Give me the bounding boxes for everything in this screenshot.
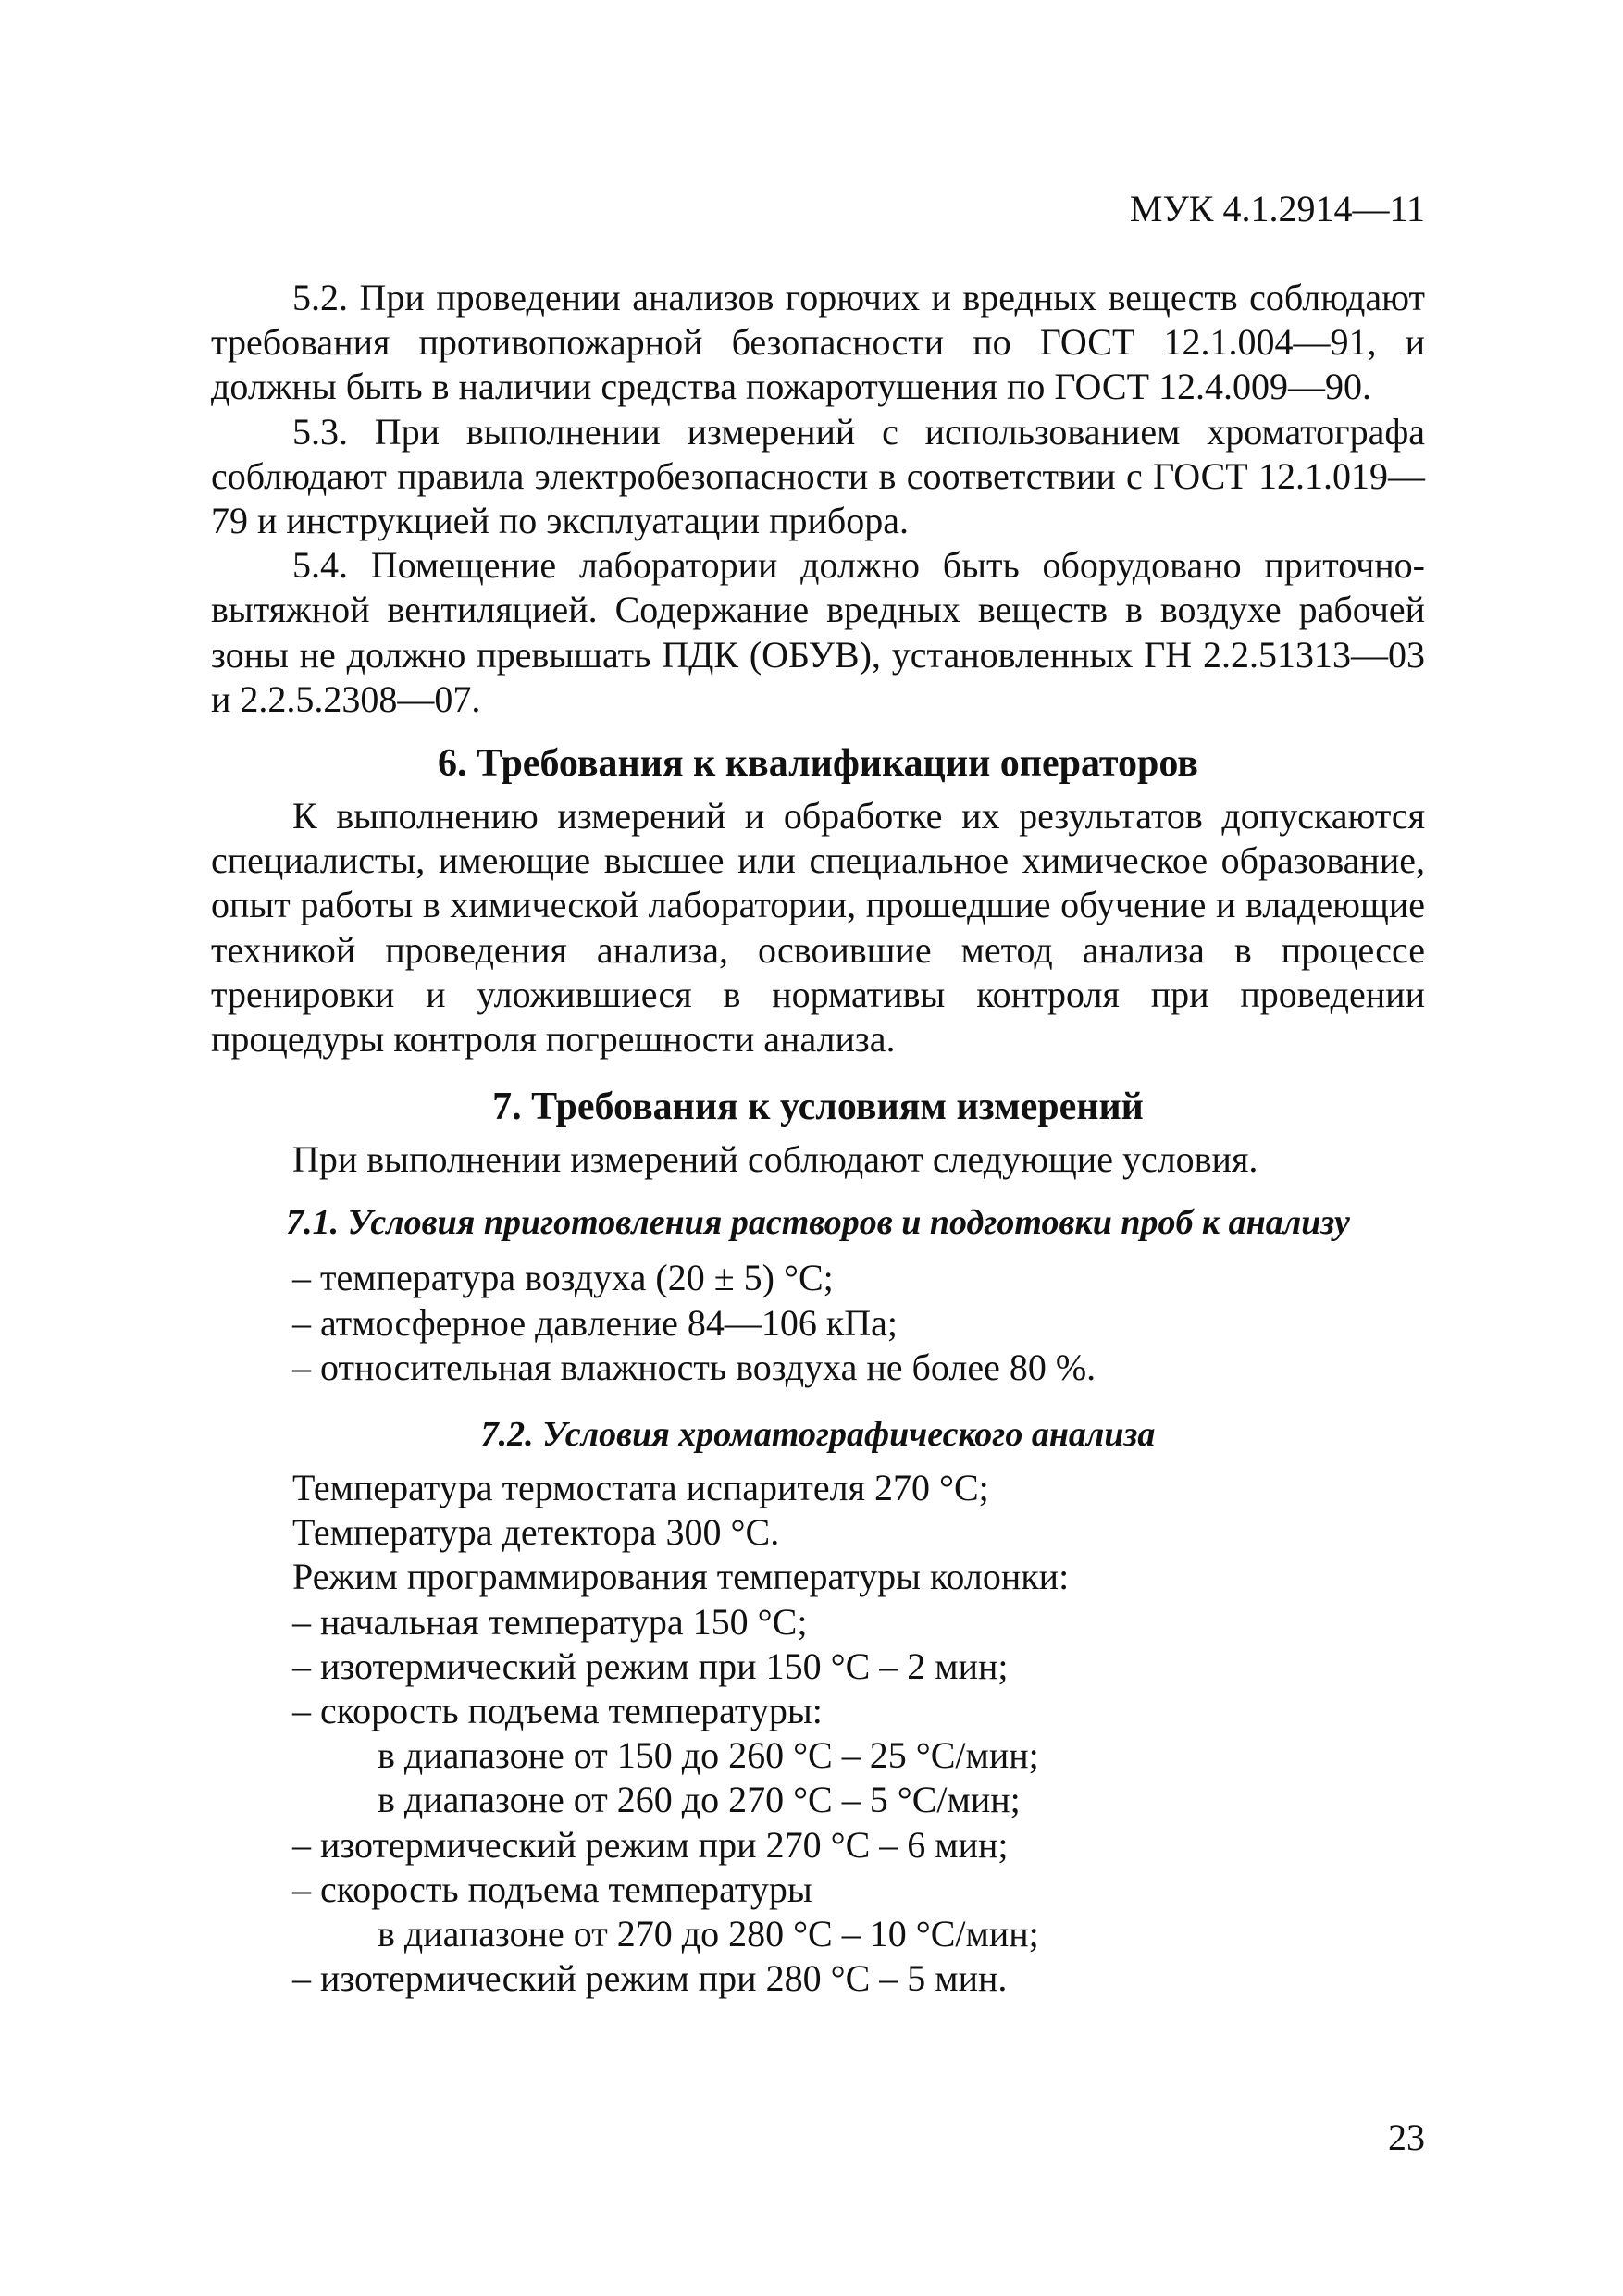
section-7-intro: При выполнении измерений соблюдают следующие условия. [292, 1138, 1258, 1181]
subsection-7-2-heading: 7.2. Условия хроматографического анализа [480, 1415, 1156, 1455]
condition-line: – начальная температура 150 °С; [292, 1600, 808, 1643]
condition-line: – изотермический режим при 270 °С – 6 мин; [292, 1823, 1009, 1866]
condition-line: – изотермический режим при 150 °С – 2 мин; [292, 1644, 1009, 1687]
section-6-heading: 6. Требования к квалификации операторов [438, 742, 1198, 786]
list-item: – температура воздуха (20 ± 5) °С; [292, 1257, 834, 1299]
section-6-text: К выполнению измерений и обработке их результатов допускаются специалисты, имеющие высшее или специальное химическое образование, опыт работы в химической лаборатории, прошедшие обучение и владеющие техникой проведения анализа, освоившие метод анализа в процессе тренировки и уложившиеся в нормативы контроля при проведении процедуры контроля погрешности анализа. [211, 795, 1425, 1061]
list-item: – атмосферное давление 84—106 кПа; [292, 1301, 898, 1344]
condition-line: – скорость подъема температуры: [292, 1690, 823, 1732]
condition-line: в диапазоне от 150 до 260 °С – 25 °С/мин; [378, 1734, 1039, 1777]
condition-line: в диапазоне от 260 до 270 °С – 5 °С/мин; [378, 1779, 1021, 1821]
page-content [211, 276, 1425, 2002]
paragraph-5-4: 5.4. Помещение лаборатории должно быть оборудовано приточно-вытяжной вентиляцией. Содержание вредных веществ в воздухе рабочей зоны не должно превышать ПДК (ОБУВ), установленных ГН 2.2.51313—03 и 2.2.5.2308—07. [211, 544, 1425, 720]
condition-line: Режим программирования температуры колонки: [292, 1556, 1070, 1598]
paragraph-5-3: 5.3. При выполнении измерений с использованием хроматографа соблюдают правила электробезопасности в соответствии с ГОСТ 12.1.019—79 и инструкцией по эксплуатации прибора. [211, 410, 1425, 542]
condition-line: в диапазоне от 270 до 280 °С – 10 °С/мин; [378, 1913, 1039, 1955]
condition-line: – изотермический режим при 280 °С – 5 мин. [292, 1957, 1008, 2000]
list-item: – относительная влажность воздуха не более 80 %. [292, 1346, 1096, 1388]
section-7-heading: 7. Требования к условиям измерений [492, 1086, 1144, 1129]
subsection-7-1-heading: 7.1. Условия приготовления растворов и подготовки проб к анализу [286, 1203, 1350, 1243]
page-number: 23 [1388, 2116, 1425, 2158]
condition-line: Температура термостата испарителя 270 °С; [292, 1467, 989, 1509]
condition-line: – скорость подъема температуры [292, 1868, 812, 1910]
condition-line: Температура детектора 300 °С. [292, 1511, 780, 1554]
document-code: МУК 4.1.2914—11 [1129, 188, 1425, 230]
paragraph-5-2: 5.2. При проведении анализов горючих и вредных веществ соблюдают требования противопожарной безопасности по ГОСТ 12.1.004—91, и должны быть в наличии средства пожаротушения по ГОСТ 12.4.009—90. [211, 277, 1425, 408]
